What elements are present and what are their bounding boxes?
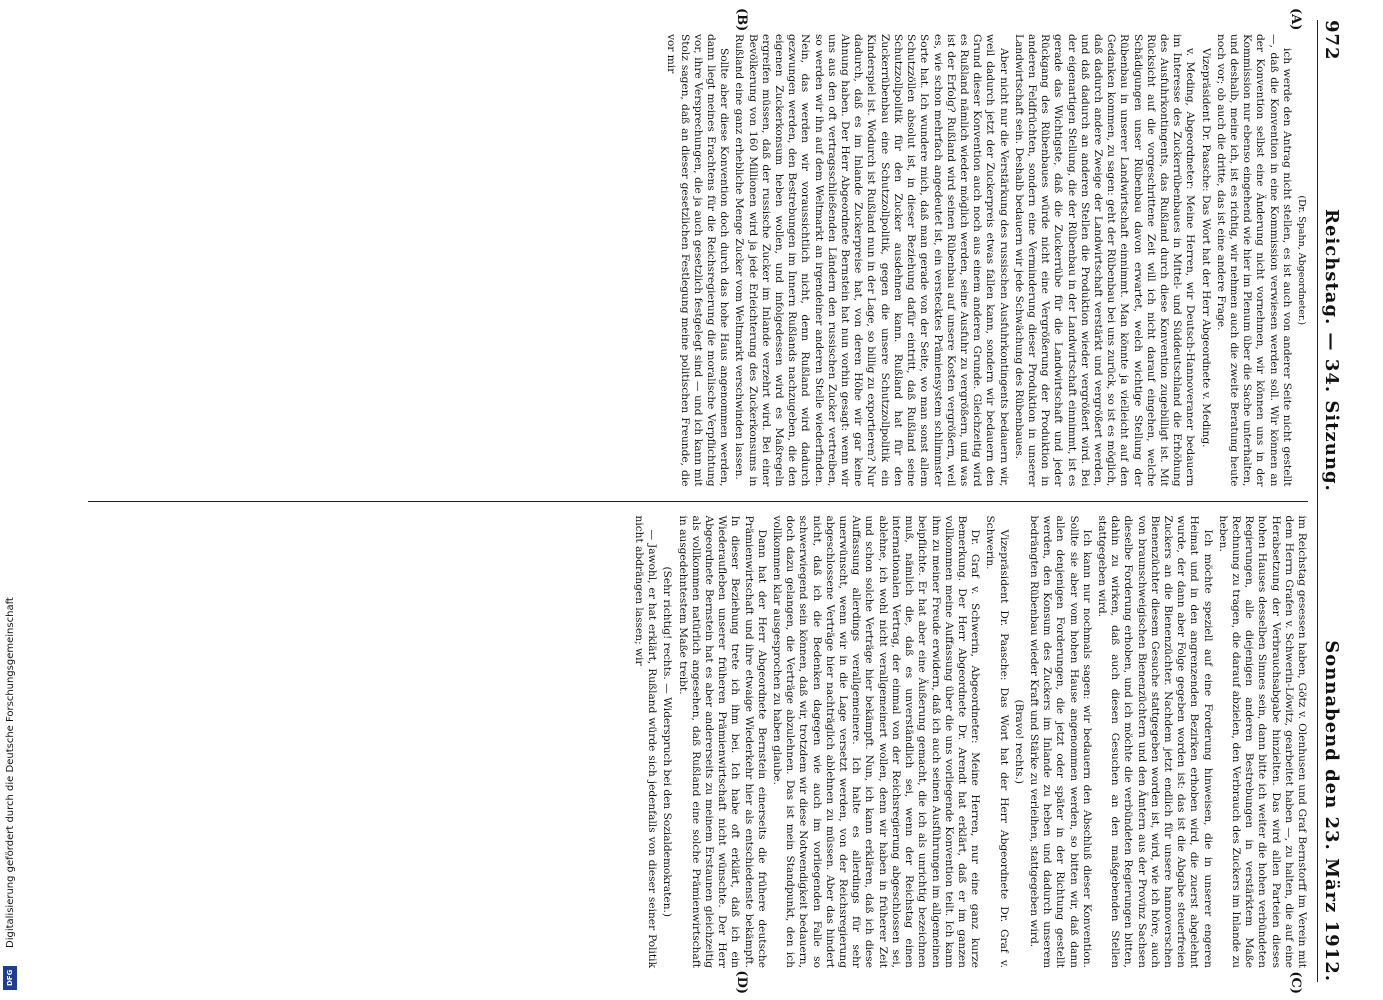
speaker-continuation: (Dr. Spahn, Abgeordneter.) xyxy=(1296,195,1307,326)
margin-marker-d: (D) xyxy=(734,970,749,994)
digitization-sidebar: Digitalisierung gefördert durch die Deutsche Forschungsgemeinschaft DFG xyxy=(0,0,22,1000)
paragraph: Vizepräsident Dr. Paasche: Das Wort hat der Herr Abgeordnete Dr. Graf v. Schwerin. xyxy=(984,515,1010,968)
page-title: Reichstag. — 34. Sitzung. xyxy=(1321,209,1342,492)
page-header xyxy=(1317,20,1342,982)
paragraph: Ich möchte speziell auf eine Forderung hinweisen, die in unserer engeren Heimat und in den angrenzenden Bezirken erhoben wird, die zuerst abgelehnt wurde, der dann aber Folge gegeben worden ist: das ist die Abgabe steuerfreien Zuckers an die Bienenzüchter. Nachdem jetzt endlich für unsere hannoverschen Bienenzüchter diesem Gesuche stattgegeben worden ist, wird, wie ich höre, auch von braunschweigischen Bienenzüchtern und den Ämtern aus der Provinz Sachsen dieselbe Forderung erhoben, und ich möchte die verbündeten Regierungen bitten, dahin zu wirken, daß auch diesen Gesuchen an den maßgebenden Stellen stattgegeben wird. xyxy=(1095,515,1214,968)
document-page xyxy=(70,0,1360,1000)
paragraph: Dann hat der Herr Abgeordnete Bernstein einerseits die frühere deutsche Prämienwirtschaft und ihre etwaige Wiederkehr hier als entschiedenste bekämpft. In dieser Beziehung trete ich ihm bei. Ich habe oft erklärt, daß ich ein Wiederaufleben unserer früheren Prämienwirtschaft nicht wünschte. Der Herr Abgeordnete Bernstein hat es aber andererseits zu meinem Erstaunen gleichzeitig als vollkommen natürlich angesehen, daß Rußland eine solche Prämienwirtschaft in ausgedehntestem Maße treibt. xyxy=(676,515,768,968)
right-column xyxy=(88,501,1308,994)
paragraph: Dr. Graf v. Schwerin, Abgeordneter: Meine Herren, nur eine ganz kurze Bemerkung. Der Herr Abgeordnete Dr. Arendt hat erklärt, daß er im ganzen vollkommen meine Auffassung über die uns vorliegende Konvention teilt. Ich kann ihm zu meiner Freude erwidern, daß ich auch seinen Ausführungen im allgemeinen beipflichte. Er hat aber eine Äußerung gemacht, die ich als unrichtig bezeichnen muß, nämlich die, daß es unverständlich sei, wenn der Reichstag einen internationalen Vertrag, der einmal von der Reichsregierung abgeschlossen sei, ablehne, ich wohl nicht verallgemeinert wollen, denn wir haben in früherer Zeit und schon solche Verträge hier bekämpft. Nun, ich kann erklären, daß ich diese Auffassung allerdings verallgemeinere. Ich halte es allerdings für sehr unerwünscht, wenn wir in die Lage versetzt werden, von der Reichsregierung abgeschlossene Verträge hier nachträglich ablehnen zu müssen. Aber das hindert nicht, daß ich die Bedenken dagegen wie auch im vorliegenden Falle so schwerwiegend sein können, daß wir, trotzdem wir diese Notwendigkeit bedauern, doch dazu gelangen, die Verträge abzulehnen. Das ist mein Standpunkt, den ich vollkommen klar ausgesprochen zu haben glaube. xyxy=(771,515,982,968)
paragraph: Aber nicht nur die Verstärkung des russischen Ausfuhrkontingents bedauern wir, weil dadurch jetzt der Zuckerpreis etwas fallen kann, sondern wir bedauern den Grund dieser Konvention auch noch aus einem anderen Grunde. Gleichzeitig wird es Rußland nämlich wieder möglich werden, seine Ausfuhr zu vergrößern, und was ist der Erfolg? Rußland wird seinen Rübenbau auf unsere Kosten vergrößern, weil es, wie schon mehrfach angedeutet ist, ein verstecktes Prämiensystem schlimmster Sorte hat. Ich wundere mich, daß man gerade von der Seite, wo man sonst allem Schutzzöllen absolut ist, in dieser Beziehung dafür eintritt, daß Rußland seine Schutzzollpolitik für den Zucker ausdehnen kann. Rußland hat für den Zuckerrübenbau eine Schutzzollpolitik, gegen die unsere Schutzzollpolitik ein Kinderspiel ist. Wodurch ist Rußland nun in der Lage, so billig zu exportieren? Nur dadurch, daß es im Inlande Zuckerpreise hat, von deren Höhe wir gar keine Ahnung haben. Der Herr Abgeordnete Bernstein hat nun vorhin gesagt: wenn wir uns aus den oft vertragsschließenden Ländern den russischen Zucker vertreiben, so werden wir ihn auf dem Weltmarkt an irgendeiner anderen Stelle wiederfinden. Nein, das werden wir voraussichtlich nicht, denn Rußland wird dadurch gezwungen werden, den Bestrebungen im Innern Rußlands nachzugeben, die den eigenen Zuckerkonsum heben wollen, und infolgedessen wird es Maßregeln ergreifen müssen, daß der russische Zucker im Inlande verzehrt wird. Bei einer Bevölkerung von 160 Millionen wird ja jede Erleichterung des Zuckerkonsums in Rußland eine ganz erhebliche Menge Zucker vom Weltmarkt verschwinden lassen. xyxy=(733,34,1010,487)
interjection: (Sehr richtig! rechts. — Widerspruch bei den Sozialdemokraten.) xyxy=(661,566,674,918)
paragraph: ich werde den Antrag nicht stellen, es ist auch von anderer Seite nicht gestellt —, daß die Konvention in eine Kommission verwiesen werden soll. Wir können an der Konvention selbst eine Änderung nicht vornehmen, wir können uns in der Kommission nur ebenso eingehend wie hier im Plenum über die Sache unterhalten, und deshalb, meine ich, ist es richtig, wir nehmen auch die zweite Beratung heute noch vor; ob auch die dritte, das ist eine andere Frage. xyxy=(1214,34,1293,487)
paragraph: v. Meding, Abgeordneter: Meine Herren, wir Deutsch-Hannoveraner bedauern im Interesse des Zuckerrübenbaues in Mittel- und Süddeutschland die Erhöhung des Ausfuhrkontingents, das Rußland durch diese Konvention zugebilligt ist. Mit Rücksicht auf die vorgeschrittene Zeit will ich nicht darauf eingehen, welche Schädigungen unser Rübenbau davon erwartet, welch wichtige Stellung der Rübenbau in unserer Landwirtschaft einnimmt. Man könnte ja vielleicht auf den Gedanken kommen, zu sagen: geht der Rübenbau bei uns zurück, so ist es möglich, daß dadurch andere Zweige der Landwirtschaft verstärkt und vergrößert werden, und daß dadurch an anderen Stellen die Produktion wieder vergrößert wird. Bei der eigenartigen Stellung, die der Rübenbau in der Landwirtschaft einnimmt, ist es gerade das Wichtigste, daß die Zuckerrübe für die Landwirtschaft und jeder Rückgang des Rübenbaues würde nicht eine Vergrößerung der Produktion in anderen Feldfrüchten, sondern eine Verminderung dieser Produktion in unserer Landwirtschaft sein. Deshalb bedauern wir jede Schwächung des Rübenbaues. xyxy=(1012,34,1197,487)
paragraph: Sollte aber diese Konvention doch durch das hohe Haus angenommen werden, dann liegt meines Erachtens für die Reichsregierung die moralische Verpflichtung vor, ihre Versprechungen, die ja auch gesetzlich festgelegt sind — und ich kann mit Stolz sagen, daß an dieser gesetzlichen Festlegung meine politischen Freunde, die vor mir xyxy=(665,34,731,487)
paragraph: — Jawohl, er hat erklärt, Rußland würde sich jedenfalls von dieser seiner Politik nicht abdrängen lassen; wir xyxy=(633,515,659,968)
margin-marker-a: (A) xyxy=(1288,8,1303,31)
paragraph: Ich kann nur nochmals sagen: wir bedauern den Abschluß dieser Konvention. Sollte sie aber vom hohen Hause angenommen werden, so bitten wir, daß dann allen denjenigen Forderungen, die jetzt oder später in der Richtung gestellt werden, den Konsum des Zuckers im Inlande zu heben und dadurch unserem bedrängten Rübenbau wieder Kraft und Stärke zu verleihen, stattgegeben wird. xyxy=(1027,515,1093,968)
page-date: Sonnabend den 23. März 1912. xyxy=(1321,640,1342,982)
margin-marker-b: (B) xyxy=(734,8,749,32)
dfg-logo: DFG xyxy=(3,966,17,990)
applause-note: (Bravo! rechts.) xyxy=(1012,699,1025,785)
paragraph: im Reichstag gesessen haben, Götz v. Olenhusen und Graf Bernstorff im Verein mit dem Herrn Grafen v. Schwerin-Löwitz, gearbeitet haben —, zu halten, die auf eine Herabsetzung der Verbrauchsabgabe hinzielten. Das wird allen Parteien dieses hohen Hauses desselben Sinnes sein, dann bitte ich weiter die hohen verbündeten Regierungen, alle diejenigen anderen Bestrebungen in verstärktem Maße Rechnung zu tragen, die darauf abzielen, den Verbrauch des Zuckers im Inlande zu heben. xyxy=(1216,515,1308,968)
margin-marker-c: (C) xyxy=(1288,971,1303,994)
paragraph: Vizepräsident Dr. Paasche: Das Wort hat der Herr Abgeordnete v. Meding. xyxy=(1199,48,1212,448)
left-column xyxy=(88,8,1308,501)
page-number: 972 xyxy=(1321,20,1342,61)
